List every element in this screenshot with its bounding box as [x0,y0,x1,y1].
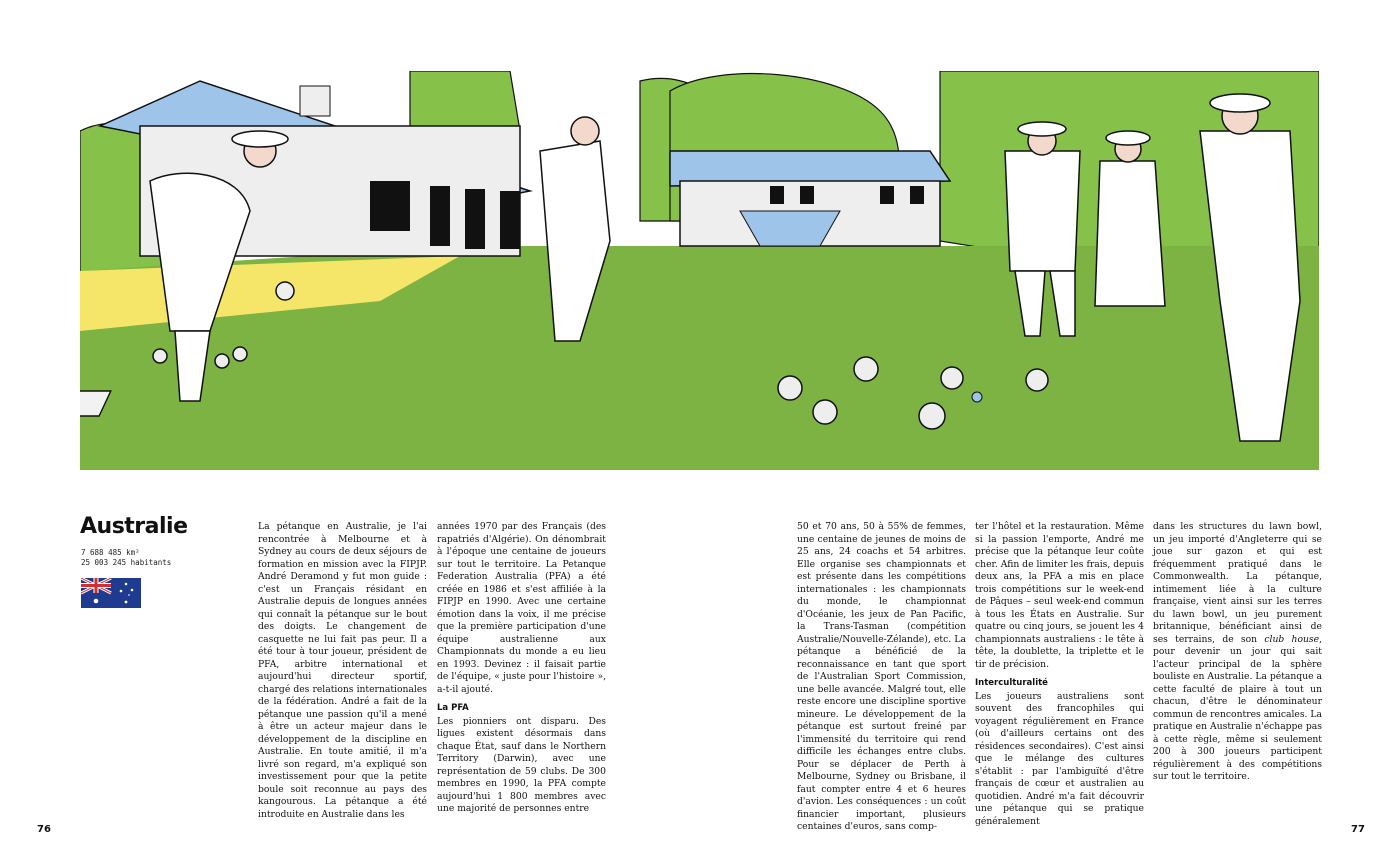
text-column-2 [437,521,606,816]
paragraph: années 1970 par des Français (des rapatriés d'Algérie). On dénombrait à l'époque une centaine de joueurs sur tout le territoire. La Petanque Federation Australia (PFA) a été créée en 1986 et s'est affiliée à la FIPJP en 1990. Avec une certaine émotion dans la voix, il me précise que la première participation d'une équipe australienne aux Championnats du monde a eu lieu en 1993. Devinez : il faisait partie de l'équipe, « juste pour l'histoire », a-t-il ajouté. [437,521,606,695]
country-stats [81,548,171,568]
page-number-right: 77 [1351,824,1365,835]
text-column-1 [258,521,427,821]
text-segment: , pour devenir un jour qui sait l'acteur principal de la sphère bouliste en Australie. La pétanque a cette faculté de plaire à tout un chacun, d'être le dénominateur commun de rencontres amicales. La pratique en Australie n'échappe pas à cette règle, même si seulement 200 à 300 joueurs participent régulièrement à des compétitions sur tout le territoire. [1153,633,1322,782]
text-column-3 [797,521,966,834]
country-population: 25 003 245 habitants [81,558,172,567]
illustration-petanque-scene [80,71,1319,470]
paragraph: Les joueurs australiens sont souvent des francophiles qui voyagent régulièrement en France (où d'ailleurs certains ont des résidences secondaires). C'est ainsi que le mélange des cultures s'établit : par l'ambiguïté d'être français de cœur et australien au quotidien. André m'a fait découvrir une pétanque qui se pratique généralement [975,690,1144,827]
country-title: Australie [80,514,188,539]
section-heading-pfa: La PFA [437,703,469,713]
paragraph [1153,521,1322,784]
paragraph: 50 et 70 ans, 50 à 55% de femmes, une centaine de jeunes de moins de 25 ans, 24 coachs et 54 arbitres. Elle organise ses championnats et est présente dans les compétitions internationales : les championnats du monde, le championnat d'Océanie, les jeux de Pan Pacific, la Trans-Tasman (compétition Australie/Nouvelle-Zélande), etc. La pétanque a bénéficié de la reconnaissance en tant que sport de l'Australian Sport Commission, une belle avancée. Malgré tout, elle reste encore une discipline sportive mineure. Le développement de la pétanque est surtout freiné par l'immensité du territoire qui rend difficile les échanges entre clubs. Pour se déplacer de Perth à Melbourne, Sydney ou Brisbane, il faut compter entre 4 et 6 heures d'avion. Les conséquences : un coût financier important, plusieurs centaines d'euros, sans comp- [797,521,966,832]
text-segment: dans les structures du lawn bowl, un jeu importé d'Angleterre qui se joue sur gazon et qui est fréquemment pratiqué dans le Commonwealth. La pétanque, intimement liée à la culture française, vient ainsi sur les terres du lawn bowl, un jeu purement britannique, bénéficiant ainsi de ses terrains, de son [1153,521,1322,645]
text-column-5 [1153,521,1322,784]
paragraph: La pétanque en Australie, je l'ai rencontrée à Melbourne et à Sydney au cours de deux séjours de formation en mission avec la FIPJP. André Deramond y fut mon guide : c'est un Français résidant en Australie depuis de longues années qui connaît la pétanque sur le bout des doigts. Le changement de casquette ne lui fait pas peur. Il a été tour à tour joueur, président de PFA, arbitre international et aujourd'hui directeur sportif, chargé des relations internationales de la fédération. André a fait de la pétanque une passion qu'il a mené à être un acteur majeur dans le développement de la discipline en Australie. En toute amitié, il m'a livré son regard, m'a expliqué son investissement pour que la petite boule soit reconnue au pays des kangourous. La pétanque a été introduite en Australie dans les [258,521,427,820]
cochonnet [972,392,982,402]
page-number-left: 76 [37,824,51,835]
country-area: 7 688 485 km² [81,548,140,557]
australia-flag-icon [81,578,141,608]
clubhouse-right [670,151,950,246]
paragraph: Les pionniers ont disparu. Des ligues existent désormais dans chaque État, sauf dans le Northern Territory (Darwin), avec une représentation de 59 clubs. De 300 membres en 1990, la PFA compte aujourd'hui 1 800 membres avec une majorité de personnes entre [437,715,606,814]
section-heading-interculturalite: Interculturalité [975,678,1048,688]
paragraph: ter l'hôtel et la restauration. Même si la passion l'emporte, André me précise que la pétanque leur coûte cher. Afin de limiter les frais, depuis deux ans, la PFA a mis en place trois compétitions sur le week-end de Pâques – seul week-end commun à tous les États en Australie. Sur quatre ou cinq jours, se jouent les 4 championnats australiens : le tête à tête, la doublette, la triplette et le tir de précision. [975,521,1144,670]
text-column-4 [975,521,1144,828]
italic-term: club house [1264,633,1320,645]
